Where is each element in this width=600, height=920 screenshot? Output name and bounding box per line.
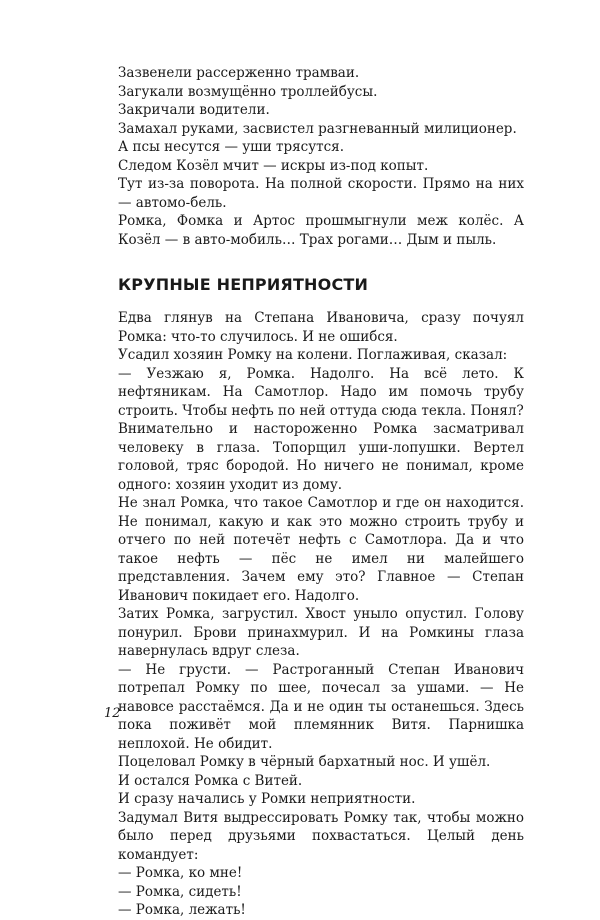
paragraph: А псы несутся — уши трясутся. xyxy=(118,139,344,155)
paragraph: Едва глянув на Степана Ивановича, сразу почуял Ромка: что-то случилось. И не ошибся. xyxy=(118,310,524,345)
paragraph: — Уезжаю я, Ромка. Надолго. На всё лето. К нефтяникам. На Самотлор. Надо им помочь трубу строить. Чтобы нефть по ней оттуда сюда текла. Понял? xyxy=(118,365,524,419)
paragraph: Замахал руками, засвистел разгневанный милиционер. xyxy=(118,120,517,137)
dialogue-line: — Ромка, лежать! xyxy=(118,902,246,918)
chapter-title: КРУПНЫЕ НЕПРИЯТНОСТИ xyxy=(118,275,369,294)
paragraph: Закричали водители. xyxy=(118,102,270,118)
paragraph: Загукали возмущённо троллейбусы. xyxy=(118,83,378,100)
paragraph: Задумал Витя выдрессировать Ромку так, чтобы можно было перед друзьями похвастаться. Целый день командует: xyxy=(118,809,524,863)
paragraph: И остался Ромка с Витей. xyxy=(118,772,303,789)
paragraph: И сразу начались у Ромки неприятности. xyxy=(118,791,416,807)
text-column xyxy=(118,64,524,920)
paragraph: Зазвенели рассерженно трамваи. xyxy=(118,65,360,81)
paragraph: Поцеловал Ромку в чёрный бархатный нос. И ушёл. xyxy=(118,754,491,770)
paragraph: Тут из-за поворота. На полной скорости. Прямо на них — автомо-бель. xyxy=(118,176,524,211)
paragraph: Ромка, Фомка и Артос прошмыгнули меж колёс. А Козёл — в авто-мобиль… Трах рогами… Дым и пыль. xyxy=(118,213,524,248)
paragraph: Внимательно и настороженно Ромка засматривал человеку в глаза. Топорщил уши-лопушки. Вертел головой, тряс бородой. Но ничего не понимал, кроме одного: хозяин уходит из дому. xyxy=(118,421,524,493)
dialogue-line: — Ромка, сидеть! xyxy=(118,883,242,900)
paragraph: Усадил хозяин Ромку на колени. Поглаживая, сказал: xyxy=(118,347,508,363)
paragraph: Следом Козёл мчит — искры из-под копыт. xyxy=(118,157,429,174)
page-number: 12 xyxy=(104,706,121,721)
dialogue-line: — Ромка, ко мне! xyxy=(118,865,243,881)
paragraph: Затих Ромка, загрустил. Хвост уныло опустил. Голову понурил. Брови принахмурил. И на Ромкины глаза навернулась вдруг слеза. xyxy=(118,606,524,659)
paragraph: — Не грусти. — Растроганный Степан Иванович потрепал Ромку по шее, почесал за ушами. — Не навовсе расстаёмся. Да и не один ты останешься. Здесь пока поживёт мой племянник Витя. Парнишка неплохой. Не обидит. xyxy=(118,661,524,752)
paragraph: Не знал Ромка, что такое Самотлор и где он находится. Не понимал, какую и как это можно строить трубу и отчего по ней потечёт нефть с Самотлора. Да и что такое нефть — пёс не имел ни малейшего представления. Зачем ему это? Главное — Степан Иванович покидает его. Надолго. xyxy=(118,495,524,604)
